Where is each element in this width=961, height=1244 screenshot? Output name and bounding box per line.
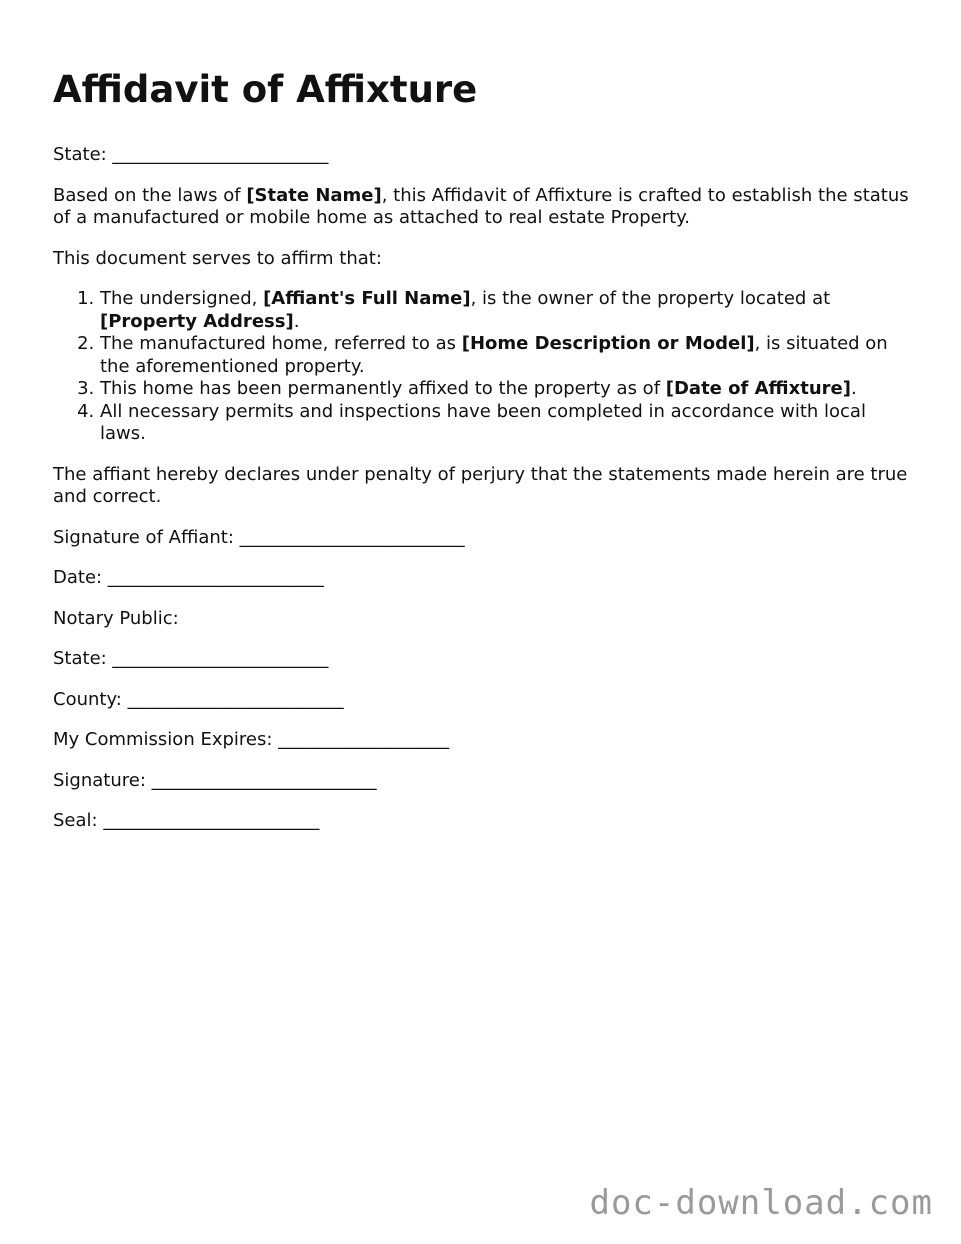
intro-suffix: , this Affidavit of Affixture is crafted to establish the status of a manufactured or mobile home as attached to real estate Property. — [53, 184, 909, 228]
list-item — [100, 333, 913, 378]
document-title: Affidavit of Affixture — [53, 68, 478, 111]
list-item-text: . — [850, 378, 857, 399]
notary-state-line: State: ________________________ — [53, 648, 329, 669]
list-item-text: All necessary permits and inspections have been completed in accordance with local laws. — [100, 400, 866, 444]
watermark: doc-download.com — [589, 1183, 933, 1223]
affirmation-list — [53, 288, 913, 446]
declaration-paragraph: The affiant hereby declares under penalty of perjury that the statements made herein are true and correct. — [53, 463, 908, 507]
notary-public-heading: Notary Public: — [53, 607, 179, 629]
affixture-date-placeholder: [Date of Affixture] — [665, 378, 851, 399]
list-item — [100, 288, 913, 333]
state-name-placeholder: [State Name] — [246, 184, 382, 206]
intro-prefix: Based on the laws of — [53, 184, 247, 206]
date-line: Date: ________________________ — [53, 567, 324, 588]
seal-line: Seal: ________________________ — [53, 810, 320, 831]
commission-expires-line: My Commission Expires: ___________________ — [53, 729, 450, 750]
state-field-line: State: ________________________ — [53, 144, 329, 165]
list-item-text: This home has been permanently affixed to the property as of — [100, 378, 666, 399]
list-item-text: , is situated on the aforementioned property. — [100, 333, 888, 377]
notary-signature-line: Signature: _________________________ — [53, 769, 377, 791]
document-page — [53, 66, 913, 851]
county-line: County: ________________________ — [53, 688, 344, 710]
list-item — [100, 401, 913, 446]
list-item-text: , is the owner of the property located at — [470, 288, 831, 309]
list-item-text: . — [293, 310, 300, 332]
affiant-name-placeholder: [Affiant's Full Name] — [263, 288, 471, 309]
property-address-placeholder: [Property Address] — [100, 310, 294, 332]
intro-paragraph — [53, 185, 913, 230]
list-item-text: The undersigned, — [100, 288, 264, 309]
list-item-text: The manufactured home, referred to as — [100, 333, 462, 354]
home-description-placeholder: [Home Description or Model] — [461, 333, 755, 354]
affirm-intro: This document serves to affirm that: — [53, 247, 382, 269]
affiant-signature-line: Signature of Affiant: _________________________ — [53, 526, 465, 548]
list-item — [100, 378, 913, 401]
